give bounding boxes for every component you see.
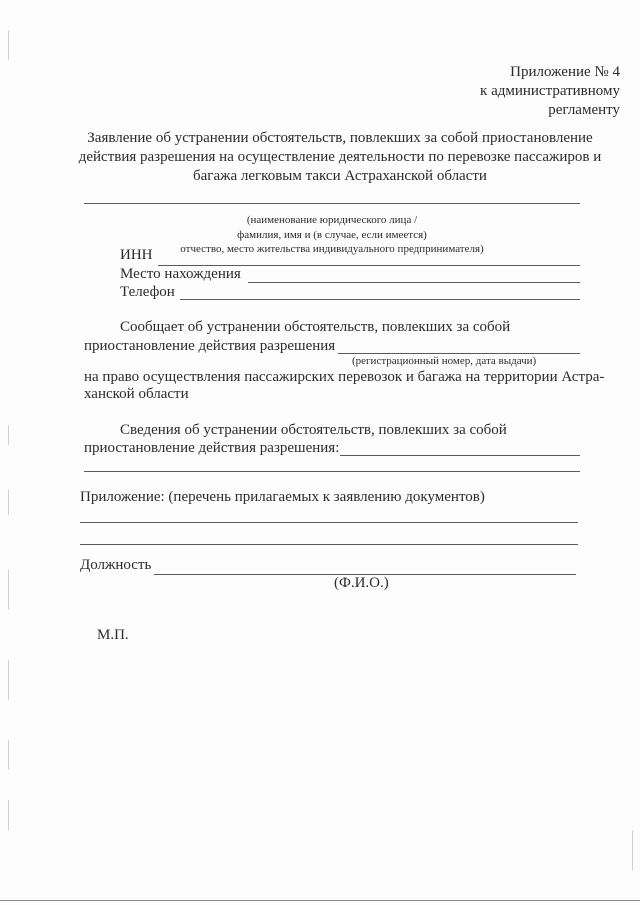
scan-mark [8,740,9,770]
location-field-line [248,282,580,283]
stamp-place: М.П. [97,627,129,643]
scan-mark [8,490,9,515]
appendix-line2: к административному [480,83,620,99]
document-title-line2: действия разрешения на осуществление деятельности по перевозке пассажиров и [78,149,602,165]
report-line3: на право осуществления пассажирских перевозок и багажа на территории Астра- [84,369,605,385]
report-line1: Сообщает об устранении обстоятельств, повлекших за собой [120,319,511,335]
attachment-line-2 [80,544,578,545]
appendix-line3: регламенту [548,102,620,118]
scan-mark [8,30,9,60]
scan-mark [8,425,9,445]
details-line1: Сведения об устранении обстоятельств, повлекших за собой [120,422,507,438]
report-line2: приостановление действия разрешения [84,338,336,354]
details-line2: приостановление действия разрешения: [84,440,340,456]
location-label: Место нахождения [120,266,241,282]
details-field-line [340,455,580,456]
scan-mark [8,800,9,830]
permit-number-line [338,353,580,354]
document-title-line3: багажа легковым такси Астраханской области [193,168,487,184]
applicant-name-line [84,203,580,204]
details-extra-line [84,471,580,472]
fio-caption: (Ф.И.О.) [334,575,389,591]
scan-mark [632,830,633,870]
scan-bottom-edge [0,900,640,901]
applicant-hint-line1: (наименование юридического лица / [246,214,418,226]
permit-number-hint: (регистрационный номер, дата выдачи) [352,355,537,367]
attachment-line-1 [80,522,578,523]
attachment-label: Приложение: (перечень прилагаемых к заявлению документов) [80,489,485,505]
phone-field-line [180,299,580,300]
scan-mark [8,660,9,700]
document-title-line1: Заявление об устранении обстоятельств, повлекших за собой приостановление [87,130,593,146]
report-line4: ханской области [84,386,189,402]
position-label: Должность [80,557,152,573]
appendix-number: Приложение № 4 [510,64,620,80]
applicant-hint-line3: отчество, место жительства индивидуального предпринимателя) [180,243,484,255]
applicant-hint-line2: фамилия, имя и (в случае, если имеется) [237,229,427,241]
phone-label: Телефон [120,284,175,300]
inn-label: ИНН [120,247,153,263]
scan-mark [8,570,9,610]
